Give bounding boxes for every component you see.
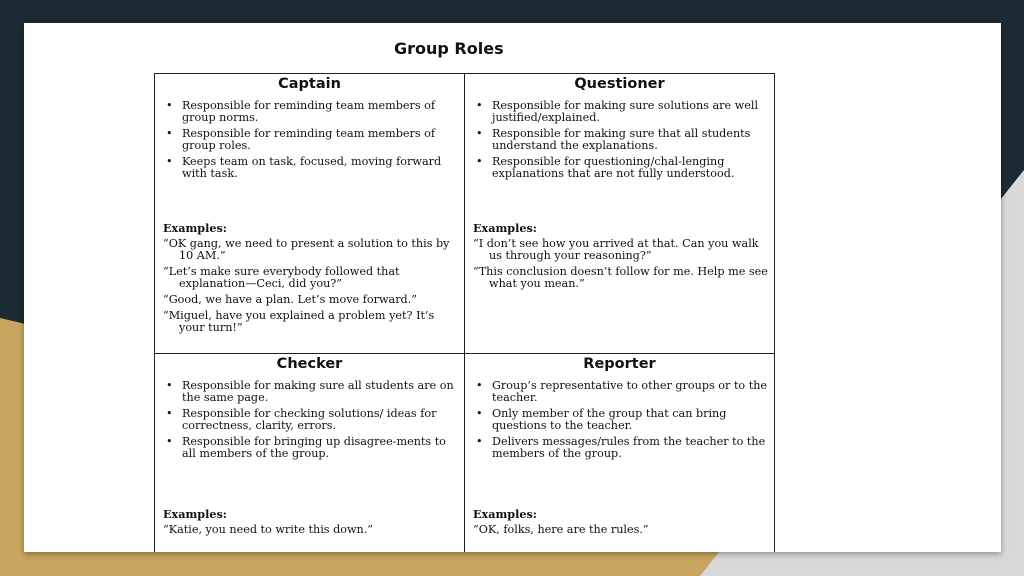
examples-label: Examples: xyxy=(163,221,227,235)
responsibility-item: • Group’s representative to other groups or to the teacher. xyxy=(475,380,770,404)
role-title: Questioner xyxy=(574,76,665,92)
responsibility-item: • Only member of the group that can bring questions to the teacher. xyxy=(475,408,770,432)
responsibility-item: • Responsible for bringing up disagree-ments to all members of the group. xyxy=(165,436,460,460)
responsibility-item: • Responsible for checking solutions/ ideas for correctness, clarity, errors. xyxy=(165,408,460,432)
role-title: Checker xyxy=(276,356,343,372)
responsibility-item: • Responsible for questioning/chal-lenging explanations that are not fully understood. xyxy=(475,156,770,180)
responsibility-item: • Responsible for reminding team members of group roles. xyxy=(165,128,460,152)
responsibility-list xyxy=(465,380,774,460)
responsibility-item: • Responsible for making sure solutions are well justified/explained. xyxy=(475,100,770,124)
responsibility-item: • Responsible for making sure that all students understand the explanations. xyxy=(475,128,770,152)
example-quote: “I don’t see how you arrived at that. Can you walk us through your reasoning?” xyxy=(473,237,759,262)
example-quote: “OK gang, we need to present a solution to this by 10 AM.” xyxy=(163,237,450,262)
responsibility-item: • Responsible for making sure all students are on the same page. xyxy=(165,380,460,404)
responsibility-item: • Keeps team on task, focused, moving forward with task. xyxy=(165,156,460,180)
example-quote: “This conclusion doesn’t follow for me. Help me see what you mean.” xyxy=(473,265,768,290)
responsibility-item: • Responsible for reminding team members of group norms. xyxy=(165,100,460,124)
examples-section xyxy=(473,508,768,540)
responsibility-list xyxy=(155,380,464,460)
examples-label: Examples: xyxy=(473,507,537,521)
slide xyxy=(24,23,1001,552)
examples-section xyxy=(473,222,768,294)
role-title: Captain xyxy=(278,76,341,92)
roles-table xyxy=(154,73,775,552)
examples-section xyxy=(163,222,458,338)
examples-label: Examples: xyxy=(473,221,537,235)
responsibility-list xyxy=(465,100,774,180)
role-title: Reporter xyxy=(583,356,656,372)
role-cell-reporter xyxy=(465,354,775,552)
example-quote: “Good, we have a plan. Let’s move forward.” xyxy=(163,293,417,306)
document-title: Group Roles xyxy=(394,39,504,58)
example-quote: “Miguel, have you explained a problem yet? It’s your turn!” xyxy=(163,309,435,334)
examples-section xyxy=(163,508,458,540)
role-cell-checker xyxy=(155,354,465,552)
examples-label: Examples: xyxy=(163,507,227,521)
responsibility-list xyxy=(155,100,464,180)
example-quote: “Katie, you need to write this down.” xyxy=(163,523,374,536)
role-cell-captain xyxy=(155,74,465,354)
responsibility-item: • Delivers messages/rules from the teacher to the members of the group. xyxy=(475,436,770,460)
example-quote: “OK, folks, here are the rules.” xyxy=(473,523,649,536)
role-cell-questioner xyxy=(465,74,775,354)
example-quote: “Let’s make sure everybody followed that explanation—Ceci, did you?” xyxy=(163,265,400,290)
